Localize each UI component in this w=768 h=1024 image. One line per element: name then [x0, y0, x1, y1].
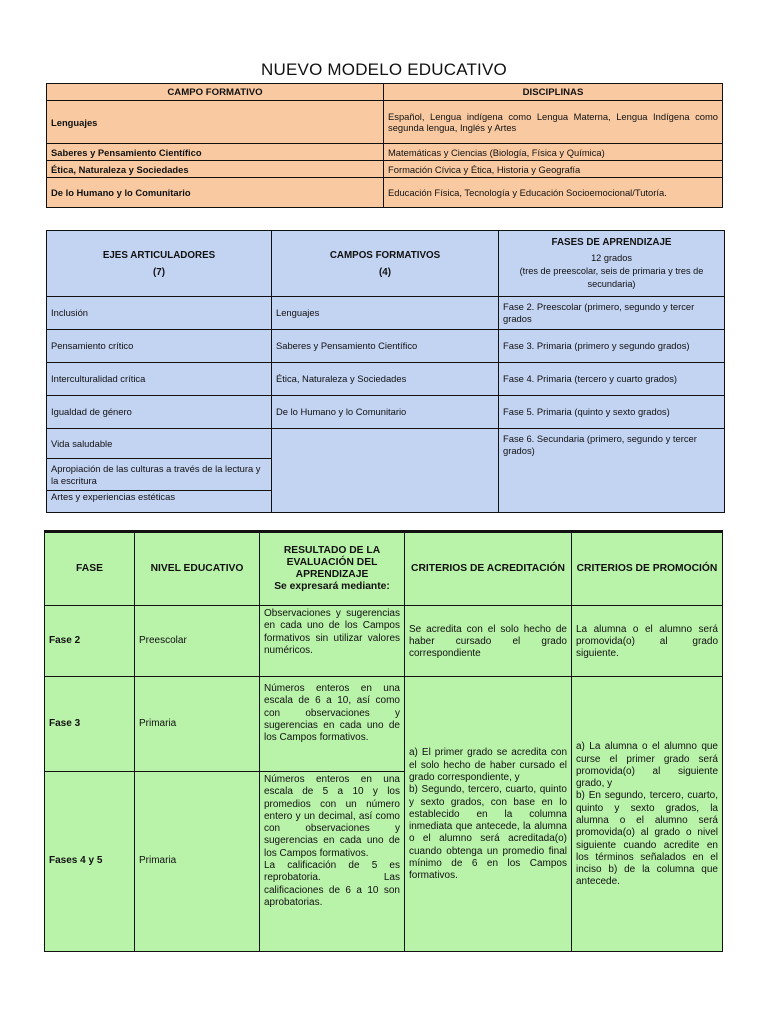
header-fases-grados: 12 grados — [591, 253, 632, 263]
header-campo-formativo: CAMPO FORMATIVO — [47, 84, 384, 101]
disciplinas-cell: Matemáticas y Ciencias (Biología, Física y Química) — [384, 144, 723, 161]
disciplinas-cell: Formación Cívica y Ética, Historia y Geografía — [384, 161, 723, 178]
disciplinas-cell: Español, Lengua indígena como Lengua Materna, Lengua Indígena como segunda lengua, Inglés y Artes — [384, 101, 723, 144]
fase-cell: Fase 3. Primaria (primero y segundo grados) — [499, 330, 725, 363]
header-resultado-label: RESULTADO DE LA EVALUACIÓN DEL APRENDIZAJE — [283, 545, 381, 580]
eje-cell: Interculturalidad crítica — [47, 363, 272, 396]
header-fases — [499, 231, 725, 297]
acreditacion-merged-cell — [405, 677, 572, 952]
header-fases-detail: (tres de preescolar, seis de primaria y tres de secundaria) — [519, 266, 704, 289]
fase-cell: Fase 5. Primaria (quinto y sexto grados) — [499, 396, 725, 429]
table-row — [47, 297, 725, 330]
table-row — [47, 144, 723, 161]
nivel-cell: Preescolar — [135, 606, 260, 677]
table-row — [47, 161, 723, 178]
evaluacion-table — [44, 530, 723, 952]
header-resultado — [260, 532, 405, 606]
campo-cell: Saberes y Pensamiento Científico — [272, 330, 499, 363]
header-campos-count: (4) — [379, 266, 391, 278]
eje-cell: Igualdad de género — [47, 396, 272, 429]
header-ejes-count: (7) — [153, 266, 165, 278]
campo-cell: Lenguajes — [47, 101, 384, 144]
disciplinas-cell: Educación Física, Tecnología y Educación Socioemocional/Tutoría. — [384, 178, 723, 208]
resultado-cell: Observaciones y sugerencias en cada uno de los Campos formativos sin utilizar valores numéricos. — [260, 606, 405, 677]
campo-cell: De lo Humano y lo Comunitario — [47, 178, 384, 208]
promocion-b: b) En segundo, tercero, cuarto, quinto y sexto grados, la alumna o el alumno será promovida(o) al grado o nivel siguiente cuando acredite en los términos señalados en el inciso b) de la columna que antecede. — [576, 790, 718, 888]
promocion-a: a) La alumna o el alumno que curse el primer grado será promovida(o) al siguiente grado, y — [576, 741, 718, 790]
eje-cell: Vida saludable — [47, 429, 272, 459]
campo-empty-cell — [272, 429, 499, 513]
header-ejes-label: EJES ARTICULADORES — [102, 249, 216, 261]
ejes-campos-fases-table — [46, 230, 725, 513]
acreditacion-a: a) El primer grado se acredita con el solo hecho de haber cursado el grado correspondiente, y — [409, 747, 567, 783]
promocion-merged-cell — [572, 677, 723, 952]
fase-cell: Fase 6. Secundaria (primero, segundo y tercer grados) — [499, 429, 725, 513]
campo-cell: Ética, Naturaleza y Sociedades — [272, 363, 499, 396]
eje-cell: Pensamiento crítico — [47, 330, 272, 363]
table-row — [47, 429, 725, 459]
nivel-cell: Primaria — [135, 677, 260, 772]
eje-cell: Inclusión — [47, 297, 272, 330]
table-header-row — [45, 532, 723, 606]
fase-cell: Fase 2 — [45, 606, 135, 677]
eje-cell: Apropiación de las culturas a través de la lectura y la escritura — [47, 459, 272, 491]
header-disciplinas: DISCIPLINAS — [384, 84, 723, 101]
table-row — [45, 606, 723, 677]
header-promocion: CRITERIOS DE PROMOCIÓN — [572, 532, 723, 606]
table-row — [45, 677, 723, 772]
promocion-cell: La alumna o el alumno será promovida(o) al grado siguiente. — [572, 606, 723, 677]
page-title: NUEVO MODELO EDUCATIVO — [261, 60, 507, 79]
table-header-row — [47, 84, 723, 101]
header-ejes — [47, 231, 272, 297]
fase-cell: Fase 4. Primaria (tercero y cuarto grados) — [499, 363, 725, 396]
table-row — [47, 178, 723, 208]
header-campos — [272, 231, 499, 297]
header-fases-label: FASES DE APRENDIZAJE — [551, 237, 672, 248]
resultado-cell — [260, 772, 405, 952]
eje-cell: Artes y experiencias estéticas — [47, 491, 272, 513]
nivel-cell: Primaria — [135, 772, 260, 952]
resultado-cell: Números enteros en una escala de 6 a 10, así como con observaciones y sugerencias en cada uno de los Campos formativos. — [260, 677, 405, 772]
campo-cell: Saberes y Pensamiento Científico — [47, 144, 384, 161]
campo-formativo-table — [46, 83, 723, 208]
resultado-text: Números enteros en una escala de 5 a 10 y los promedios con un número entero y un decimal, así como con observaciones y sugerencias en cada uno de los Campos formativos. — [264, 774, 400, 859]
campo-cell: Lenguajes — [272, 297, 499, 330]
campo-cell: Ética, Naturaleza y Sociedades — [47, 161, 384, 178]
resultado-note: La calificación de 5 es reprobatoria. Las calificaciones de 6 a 10 son aprobatorias. — [264, 860, 400, 908]
header-fase: FASE — [45, 532, 135, 606]
fase-cell: Fase 2. Preescolar (primero, segundo y tercer grados — [499, 297, 725, 330]
acreditacion-b: b) Segundo, tercero, cuarto, quinto y sexto grados, con base en lo establecido en la columna inmediata que antecede, la alumna o el alumno será acreditada(o) cuando obtenga un promedio final mínimo de 6 en los Campos formativos. — [409, 784, 567, 882]
header-nivel: NIVEL EDUCATIVO — [135, 532, 260, 606]
acreditacion-cell: Se acredita con el solo hecho de haber cursado el grado correspondiente — [405, 606, 572, 677]
fase-cell: Fases 4 y 5 — [45, 772, 135, 952]
header-resultado-sub: Se expresará mediante: — [274, 581, 390, 592]
campo-cell: De lo Humano y lo Comunitario — [272, 396, 499, 429]
table-row — [47, 101, 723, 144]
table-row — [47, 396, 725, 429]
table-row — [47, 363, 725, 396]
header-acreditacion: CRITERIOS DE ACREDITACIÓN — [405, 532, 572, 606]
fase-cell: Fase 3 — [45, 677, 135, 772]
table-header-row — [47, 231, 725, 297]
header-campos-label: CAMPOS FORMATIVOS — [329, 249, 441, 261]
table-row — [47, 330, 725, 363]
